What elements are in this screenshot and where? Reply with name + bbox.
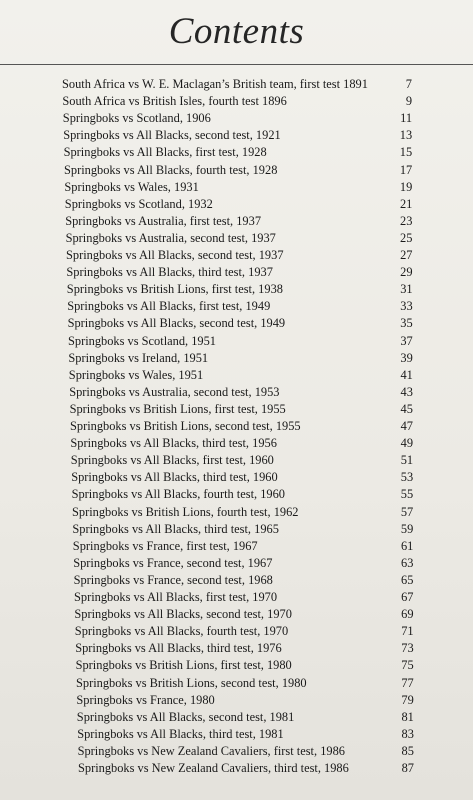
toc-entry-title: Springboks vs All Blacks, third test, 1960 xyxy=(71,470,278,485)
toc-entry-title: South Africa vs W. E. Maclagan’s British team, first test 1891 xyxy=(62,77,368,91)
toc-entry-page-number: 53 xyxy=(400,470,414,485)
toc-entry-title: Springboks vs Ireland, 1951 xyxy=(68,350,209,365)
toc-entry-title: Springboks vs British Lions, first test, 1938 xyxy=(66,282,283,297)
toc-entry-title: Springboks vs Scotland, 1932 xyxy=(64,196,213,211)
toc-entry-title: Springboks vs British Lions, second test, 1980 xyxy=(76,675,307,690)
toc-entry-page-number: 13 xyxy=(399,128,413,143)
toc-entry-page-number: 73 xyxy=(401,641,414,656)
toc-entry-title: Springboks vs All Blacks, second test, 1949 xyxy=(67,316,286,331)
toc-entry-page-number: 47 xyxy=(400,419,413,433)
toc-entry-page-number: 49 xyxy=(400,436,414,451)
title-rule xyxy=(0,64,473,65)
toc-entry-page-number: 11 xyxy=(400,111,413,126)
toc-entry-title: Springboks vs All Blacks, third test, 1976 xyxy=(75,641,282,656)
toc-entry-title: Springboks vs British Lions, second test, 1955 xyxy=(70,419,301,433)
toc-entry-title: Springboks vs Australia, second test, 1953 xyxy=(69,384,280,399)
toc-entry-title: Springboks vs Scotland, 1951 xyxy=(68,333,217,348)
toc-entry-page-number: 27 xyxy=(400,248,413,262)
toc-entry-page-number: 63 xyxy=(401,555,414,570)
toc-entry-page-number: 23 xyxy=(400,213,413,228)
toc-entry-page-number: 79 xyxy=(401,692,414,707)
toc-entry-title: Springboks vs France, first test, 1967 xyxy=(72,538,258,553)
toc-entry-page-number: 39 xyxy=(400,350,413,365)
toc-entry-page-number: 19 xyxy=(399,179,413,194)
toc-entry-title: Springboks vs All Blacks, third test, 1965 xyxy=(72,521,279,536)
toc-entry-page-number: 57 xyxy=(400,504,414,519)
toc-entry-title: Springboks vs All Blacks, second test, 1937 xyxy=(66,248,284,262)
toc-entry-page-number: 7 xyxy=(405,77,412,91)
toc-entry-title: Springboks vs All Blacks, first test, 1960 xyxy=(70,453,274,468)
toc-entry-page-number: 25 xyxy=(400,230,413,245)
toc-entry-title: Springboks vs All Blacks, third test, 1937 xyxy=(66,265,273,280)
toc-entry-title: Springboks vs All Blacks, first test, 1970 xyxy=(74,590,278,604)
toc-entry-page-number: 83 xyxy=(401,726,414,741)
toc-entry-page-number: 31 xyxy=(400,282,413,297)
toc-entry-title: Springboks vs All Blacks, third test, 1981 xyxy=(77,726,284,741)
toc-entry-page-number: 59 xyxy=(400,521,414,536)
toc-entry-page-number: 69 xyxy=(401,607,414,622)
toc-entry-page-number: 33 xyxy=(400,299,413,314)
toc-entry-title: Springboks vs British Lions, first test, 1955 xyxy=(69,401,286,416)
page-title: Contents xyxy=(168,11,305,52)
toc-entry-page-number: 29 xyxy=(400,265,413,280)
toc-entry-title: Springboks vs All Blacks, first test, 1949 xyxy=(67,299,271,314)
toc-entry-page-number: 21 xyxy=(399,196,413,211)
toc-entry-page-number: 45 xyxy=(400,401,413,416)
toc-entry-page-number: 77 xyxy=(401,675,414,690)
toc-entry-page-number: 85 xyxy=(401,743,414,758)
toc-entry-page-number: 37 xyxy=(400,333,413,348)
toc-entry-page-number: 55 xyxy=(400,487,414,502)
toc-entry-title: Springboks vs All Blacks, fourth test, 1960 xyxy=(71,487,285,502)
toc-entry-title: Springboks vs All Blacks, second test, 1981 xyxy=(76,709,295,724)
toc-entry-page-number: 65 xyxy=(401,572,414,587)
toc-entry-page-number: 35 xyxy=(400,316,413,331)
toc-entry-title: Springboks vs All Blacks, fourth test, 1928 xyxy=(64,162,278,177)
toc-entry-title: Springboks vs Scotland, 1906 xyxy=(62,111,211,126)
toc-entry-title: Springboks vs Wales, 1951 xyxy=(68,367,204,382)
toc-entry-title: Springboks vs All Blacks, second test, 1921 xyxy=(63,128,281,143)
toc-entry-page-number: 9 xyxy=(405,94,413,109)
toc-entry-page-number: 43 xyxy=(400,384,413,399)
toc-entry-page-number: 41 xyxy=(400,367,413,382)
toc-entry-page-number: 87 xyxy=(401,761,414,775)
toc-entry-title: Springboks vs British Lions, first test, 1980 xyxy=(75,658,292,673)
toc-entry-title: Springboks vs All Blacks, first test, 1928 xyxy=(63,145,267,160)
toc-entry-title: Springboks vs France, second test, 1967 xyxy=(73,555,273,570)
toc-entry-title: South Africa vs British Isles, fourth test 1896 xyxy=(62,94,287,109)
toc-entry-title: Springboks vs All Blacks, fourth test, 1970 xyxy=(74,624,289,639)
toc-entry-page-number: 61 xyxy=(400,538,414,553)
toc-entry-page-number: 17 xyxy=(399,162,413,177)
toc-entry-title: Springboks vs New Zealand Cavaliers, first test, 1986 xyxy=(77,743,345,758)
toc-entry-page-number: 75 xyxy=(401,658,414,673)
toc-entry-title: Springboks vs Wales, 1931 xyxy=(64,179,199,194)
toc-entry-title: Springboks vs Australia, second test, 1937 xyxy=(65,230,276,245)
toc-entry-title: Springboks vs Australia, first test, 1937 xyxy=(65,213,262,228)
toc-entry-title: Springboks vs British Lions, fourth test, 1962 xyxy=(72,504,299,519)
toc-entry-title: Springboks vs All Blacks, third test, 1956 xyxy=(70,436,277,451)
contents-list xyxy=(0,77,473,777)
toc-entry-title: Springboks vs All Blacks, second test, 1970 xyxy=(74,607,292,622)
toc-entry-title: Springboks vs France, 1980 xyxy=(76,692,215,707)
toc-entry-title: Springboks vs France, second test, 1968 xyxy=(73,572,273,587)
toc-entry-page-number: 67 xyxy=(401,590,414,604)
toc-entry-page-number: 15 xyxy=(399,145,413,160)
toc-entry-page-number: 71 xyxy=(401,624,414,639)
toc-entry-title: Springboks vs New Zealand Cavaliers, third test, 1986 xyxy=(78,761,349,775)
toc-entry-page-number: 81 xyxy=(401,709,414,724)
toc-entry-page-number: 51 xyxy=(400,453,414,468)
